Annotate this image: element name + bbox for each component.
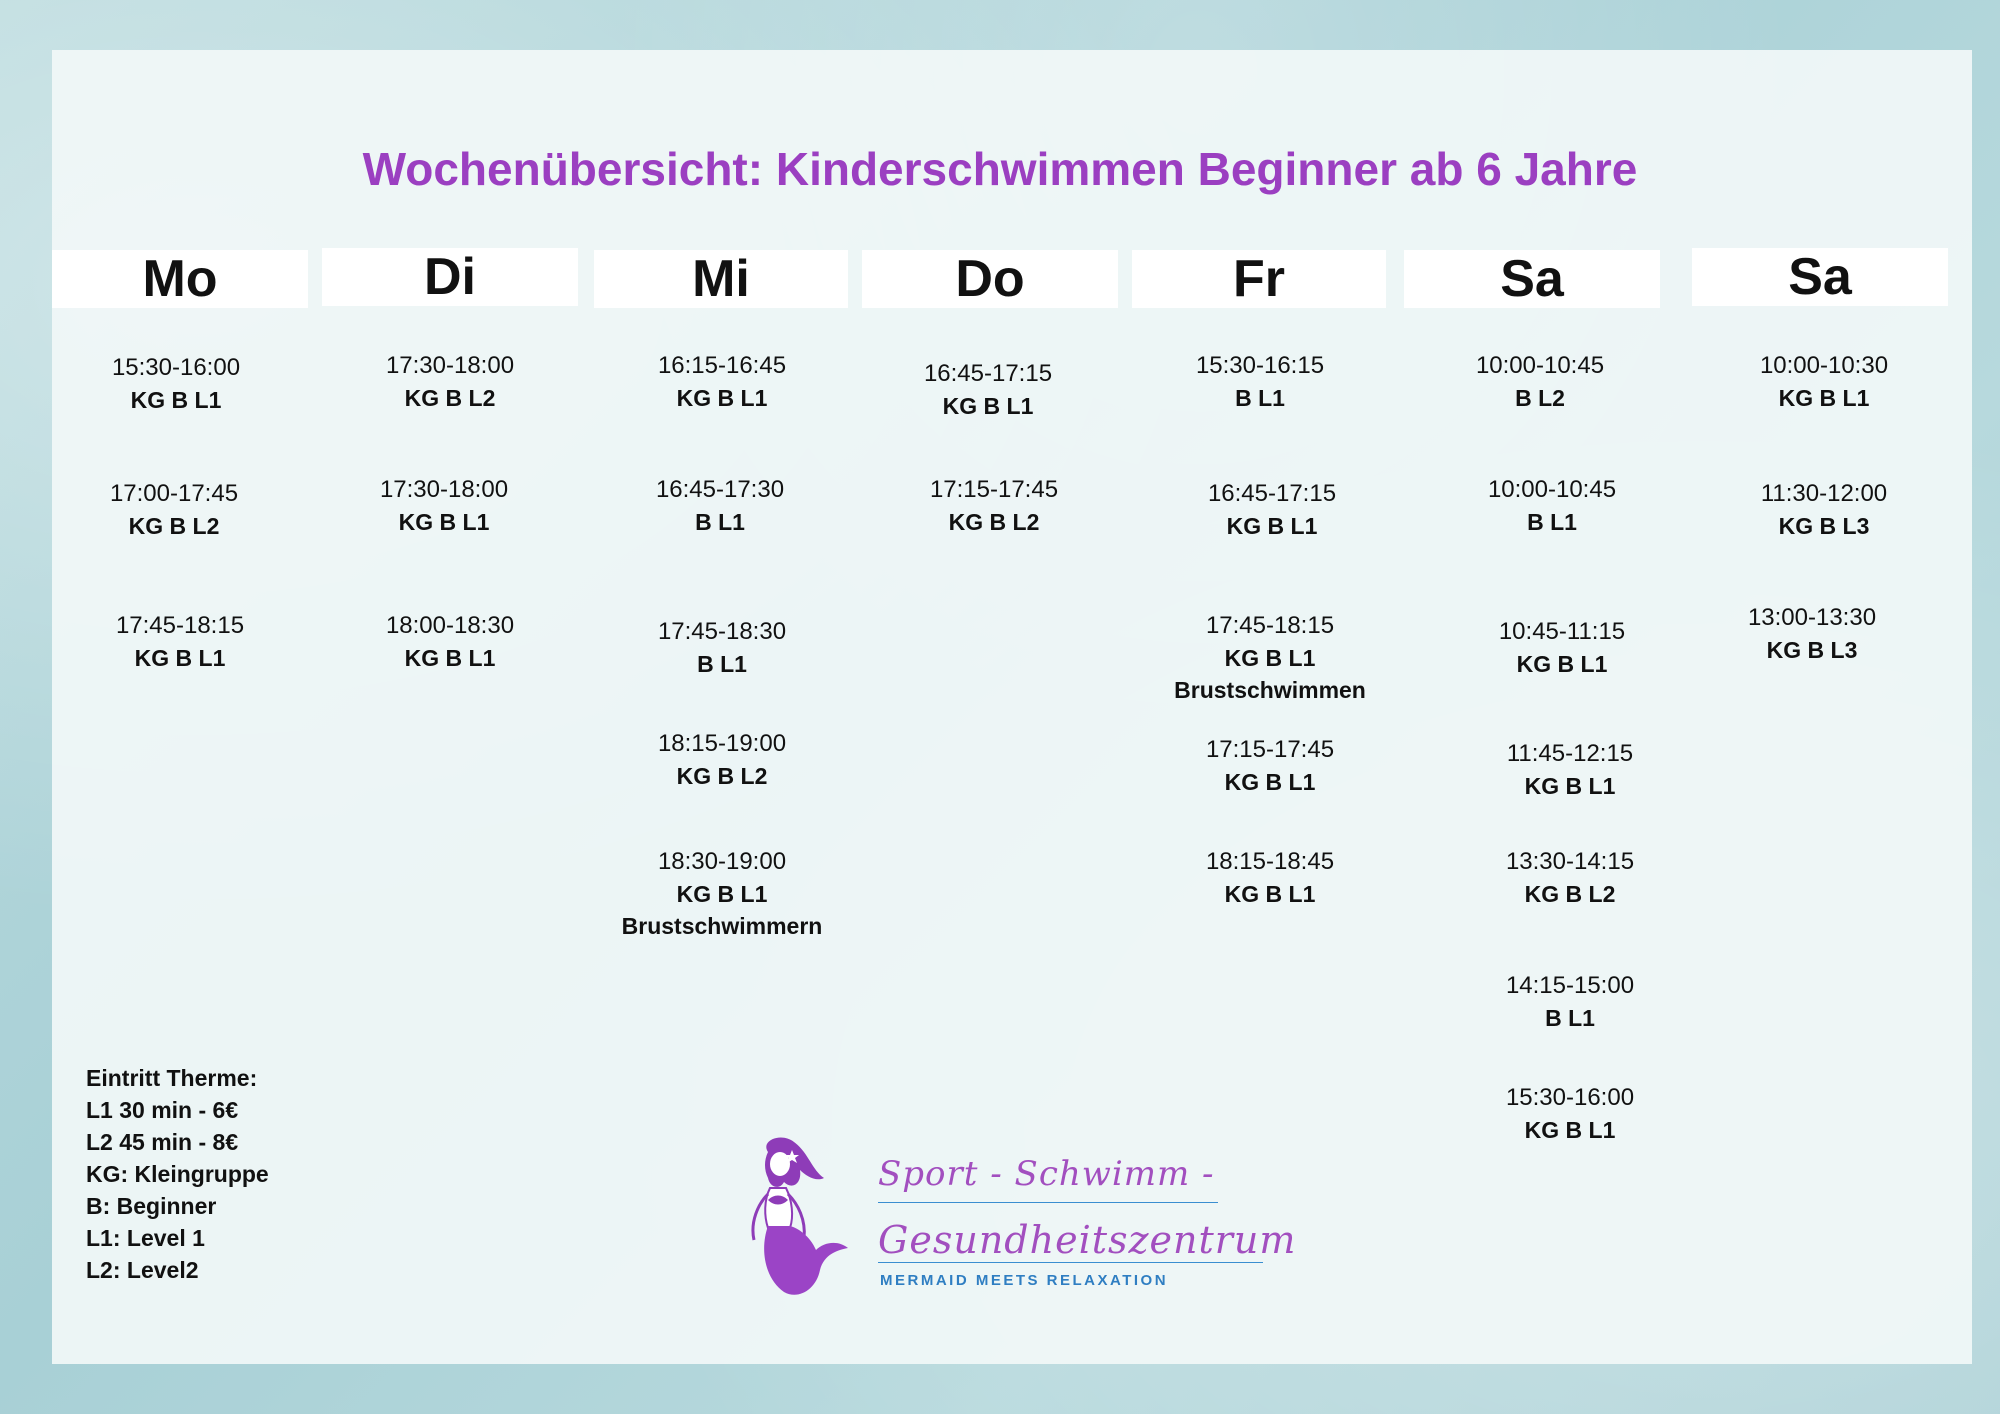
- day-header-sa: Sa: [1404, 250, 1660, 308]
- time-slot: [582, 846, 862, 942]
- slot-time: 17:30-18:00: [385, 352, 515, 379]
- price-legend: [86, 1062, 269, 1286]
- time-slot: [1684, 478, 1964, 542]
- slot-time: 16:45-17:15: [923, 360, 1053, 387]
- time-slot: [1430, 846, 1710, 910]
- slot-course: KG B L1: [398, 509, 490, 535]
- slot-course: KG B L1: [1524, 1117, 1616, 1143]
- slot-course: KG B L1: [942, 393, 1034, 419]
- legend-line: KG: Kleingruppe: [86, 1161, 269, 1187]
- slot-course: B L1: [695, 509, 745, 535]
- slot-time: 10:00-10:45: [1487, 476, 1617, 503]
- slot-course: KG B L2: [404, 385, 496, 411]
- logo-text-line1: Sport - Schwimm -: [878, 1154, 1215, 1194]
- slot-course: KG B L3: [1766, 637, 1858, 663]
- slot-time: 13:30-14:15: [1505, 848, 1635, 875]
- slot-course: KG B L1: [1224, 769, 1316, 795]
- logo-text-line2: Gesundheitszentrum: [878, 1218, 1297, 1262]
- slot-course: KG B L1: [404, 645, 496, 671]
- time-slot: [34, 478, 314, 542]
- slot-time: 13:00-13:30: [1747, 604, 1877, 631]
- page-title: Wochenübersicht: Kinderschwimmen Beginner ab 6 Jahre: [362, 143, 1638, 195]
- time-slot: [1120, 350, 1400, 414]
- time-slot: [1132, 478, 1412, 542]
- slot-course: B L1: [697, 651, 747, 677]
- time-slot: [1130, 610, 1410, 706]
- day-header-mo: Mo: [52, 250, 308, 308]
- time-slot: [1430, 738, 1710, 802]
- slot-course: KG B L3: [1778, 513, 1870, 539]
- time-slot: [310, 610, 590, 674]
- time-slot: [1400, 350, 1680, 414]
- day-header-mi: Mi: [594, 250, 848, 308]
- slot-course: KG B L2: [1524, 881, 1616, 907]
- logo-divider: [878, 1262, 1263, 1263]
- legend-line: L1 30 min - 6€: [86, 1097, 239, 1123]
- slot-course: KG B L2: [128, 513, 220, 539]
- slot-time: 16:45-17:15: [1207, 480, 1337, 507]
- logo-tagline: MERMAID MEETS RELAXATION: [880, 1272, 1169, 1289]
- slot-course: KG B L1: [1226, 513, 1318, 539]
- legend-line: B: Beginner: [86, 1193, 217, 1219]
- slot-course: B L1: [1527, 509, 1577, 535]
- slot-note: Brustschwimmen: [1174, 677, 1366, 703]
- slot-time: 17:00-17:45: [109, 480, 239, 507]
- slot-course: B L2: [1515, 385, 1565, 411]
- time-slot: [1430, 970, 1710, 1034]
- time-slot: [580, 474, 860, 538]
- slot-time: 10:00-10:30: [1759, 352, 1889, 379]
- slot-course: KG B L1: [676, 385, 768, 411]
- slot-time: 11:30-12:00: [1760, 480, 1888, 507]
- slot-time: 16:15-16:45: [657, 352, 787, 379]
- slot-course: KG B L2: [948, 509, 1040, 535]
- slot-note: Brustschwimmern: [621, 913, 823, 939]
- slot-time: 18:15-19:00: [657, 730, 787, 757]
- slot-time: 11:45-12:15: [1506, 740, 1634, 767]
- slot-course: KG B L1: [134, 645, 226, 671]
- legend-heading: Eintritt Therme:: [86, 1065, 258, 1091]
- slot-time: 17:15-17:45: [929, 476, 1059, 503]
- time-slot: [1430, 1082, 1710, 1146]
- time-slot: [40, 610, 320, 674]
- legend-line: L2: Level2: [86, 1257, 199, 1283]
- time-slot: [582, 616, 862, 680]
- slot-time: 16:45-17:30: [655, 476, 785, 503]
- day-header-fr: Fr: [1132, 250, 1386, 308]
- slot-course: KG B L1: [1524, 773, 1616, 799]
- time-slot: [36, 352, 316, 416]
- mermaid-icon: [720, 1130, 860, 1310]
- slot-time: 18:00-18:30: [385, 612, 515, 639]
- legend-line: L1: Level 1: [86, 1225, 205, 1251]
- slot-time: 17:45-18:15: [115, 612, 245, 639]
- time-slot: [1412, 474, 1692, 538]
- slot-time: 15:30-16:00: [111, 354, 241, 381]
- slot-course: KG B L1: [1224, 881, 1316, 907]
- slot-time: 17:15-17:45: [1205, 736, 1335, 763]
- logo-divider: [878, 1202, 1218, 1203]
- time-slot: [848, 358, 1128, 422]
- slot-course: KG B L1: [1778, 385, 1870, 411]
- slot-course: KG B L1: [1224, 645, 1316, 671]
- slot-course: B L1: [1235, 385, 1285, 411]
- slot-course: B L1: [1545, 1005, 1595, 1031]
- time-slot: [1130, 734, 1410, 798]
- day-header-di: Di: [322, 248, 578, 306]
- slot-time: 15:30-16:00: [1505, 1084, 1635, 1111]
- time-slot: [582, 728, 862, 792]
- legend-line: L2 45 min - 8€: [86, 1129, 239, 1155]
- time-slot: [1130, 846, 1410, 910]
- time-slot: [304, 474, 584, 538]
- brand-logo: [720, 1130, 1297, 1310]
- slot-course: KG B L2: [676, 763, 768, 789]
- slot-time: 18:30-19:00: [657, 848, 787, 875]
- time-slot: [1672, 602, 1952, 666]
- slot-time: 14:15-15:00: [1505, 972, 1635, 999]
- slot-time: 18:15-18:45: [1205, 848, 1335, 875]
- slot-time: 17:45-18:15: [1205, 612, 1335, 639]
- slot-time: 10:00-10:45: [1475, 352, 1605, 379]
- slot-time: 17:45-18:30: [657, 618, 787, 645]
- slot-time: 17:30-18:00: [379, 476, 509, 503]
- day-header-sa-2: Sa: [1692, 248, 1948, 306]
- slot-course: KG B L1: [130, 387, 222, 413]
- slot-time: 10:45-11:15: [1498, 618, 1626, 645]
- time-slot: [1684, 350, 1964, 414]
- time-slot: [310, 350, 590, 414]
- slot-course: KG B L1: [1516, 651, 1608, 677]
- time-slot: [1422, 616, 1702, 680]
- time-slot: [854, 474, 1134, 538]
- time-slot: [582, 350, 862, 414]
- day-header-do: Do: [862, 250, 1118, 308]
- slot-time: 15:30-16:15: [1195, 352, 1325, 379]
- slot-course: KG B L1: [676, 881, 768, 907]
